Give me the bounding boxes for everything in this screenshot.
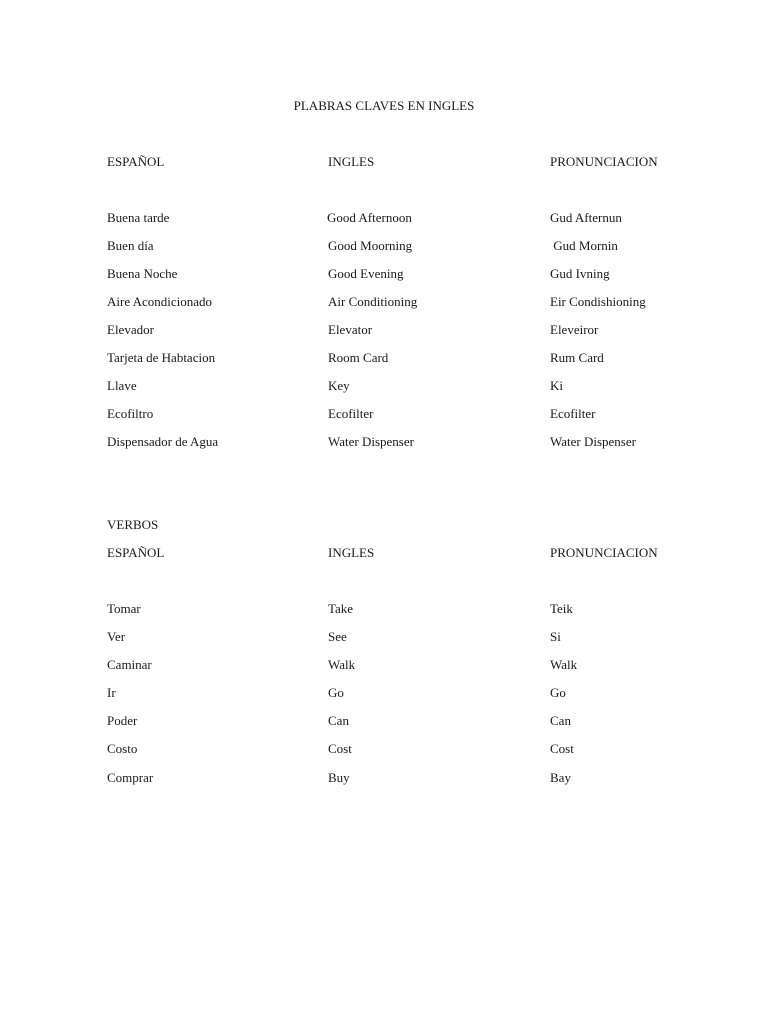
- header-pronunciacion: PRONUNCIACION: [550, 545, 658, 560]
- cell-pronunciacion: Water Dispenser: [550, 434, 636, 449]
- cell-espanol: Tarjeta de Habtacion: [107, 350, 216, 365]
- cell-espanol: Ver: [107, 629, 126, 644]
- cell-espanol: Caminar: [107, 657, 152, 672]
- header-espanol: ESPAÑOL: [107, 545, 165, 560]
- cell-pronunciacion: Teik: [550, 601, 573, 616]
- cell-pronunciacion: Walk: [550, 657, 578, 672]
- cell-pronunciacion: Si: [550, 629, 561, 644]
- cell-espanol: Buena tarde: [107, 210, 170, 225]
- cell-ingles: Good Moorning: [328, 238, 413, 253]
- cell-pronunciacion: Bay: [550, 770, 571, 785]
- cell-pronunciacion: Gud Ivning: [550, 266, 610, 281]
- header-pronunciacion: PRONUNCIACION: [550, 154, 658, 169]
- cell-ingles: Air Conditioning: [328, 294, 418, 309]
- cell-pronunciacion: Rum Card: [550, 350, 604, 365]
- cell-ingles: Take: [328, 601, 354, 616]
- cell-pronunciacion: Ecofilter: [550, 406, 596, 421]
- cell-ingles: Ecofilter: [328, 406, 374, 421]
- cell-espanol: Aire Acondicionado: [107, 294, 213, 309]
- cell-pronunciacion: Eleveiror: [550, 322, 599, 337]
- cell-espanol: Tomar: [107, 601, 141, 616]
- cell-espanol: Ir: [107, 685, 116, 700]
- cell-ingles: Buy: [328, 770, 350, 785]
- cell-ingles: Good Evening: [328, 266, 404, 281]
- cell-ingles: Elevator: [328, 322, 373, 337]
- cell-espanol: Ecofiltro: [107, 406, 154, 421]
- cell-ingles: Go: [328, 685, 344, 700]
- cell-ingles: Cost: [328, 741, 352, 756]
- cell-pronunciacion: Cost: [550, 741, 574, 756]
- cell-pronunciacion: Eir Condishioning: [550, 294, 646, 309]
- header-espanol: ESPAÑOL: [107, 154, 165, 169]
- cell-espanol: Buen día: [107, 238, 154, 253]
- cell-pronunciacion: Go: [550, 685, 566, 700]
- cell-ingles: Can: [328, 713, 349, 728]
- cell-espanol: Elevador: [107, 322, 154, 337]
- cell-espanol: Llave: [107, 378, 137, 393]
- page-title: PLABRAS CLAVES EN INGLES: [293, 98, 475, 113]
- cell-pronunciacion: Gud Mornin: [550, 238, 618, 253]
- cell-ingles: Room Card: [328, 350, 389, 365]
- cell-ingles: See: [328, 629, 347, 644]
- cell-ingles: Key: [328, 378, 350, 393]
- header-ingles: INGLES: [328, 154, 375, 169]
- cell-ingles: Walk: [328, 657, 356, 672]
- cell-espanol: Comprar: [107, 770, 154, 785]
- cell-espanol: Buena Noche: [107, 266, 178, 281]
- cell-espanol: Poder: [107, 713, 138, 728]
- cell-pronunciacion: Ki: [550, 378, 563, 393]
- header-ingles: INGLES: [328, 545, 375, 560]
- cell-ingles: Water Dispenser: [328, 434, 414, 449]
- section2-label: VERBOS: [107, 517, 159, 532]
- cell-ingles: Good Afternoon: [327, 210, 412, 225]
- cell-espanol: Costo: [107, 741, 138, 756]
- cell-pronunciacion: Can: [550, 713, 571, 728]
- cell-espanol: Dispensador de Agua: [107, 434, 219, 449]
- cell-pronunciacion: Gud Afternun: [550, 210, 622, 225]
